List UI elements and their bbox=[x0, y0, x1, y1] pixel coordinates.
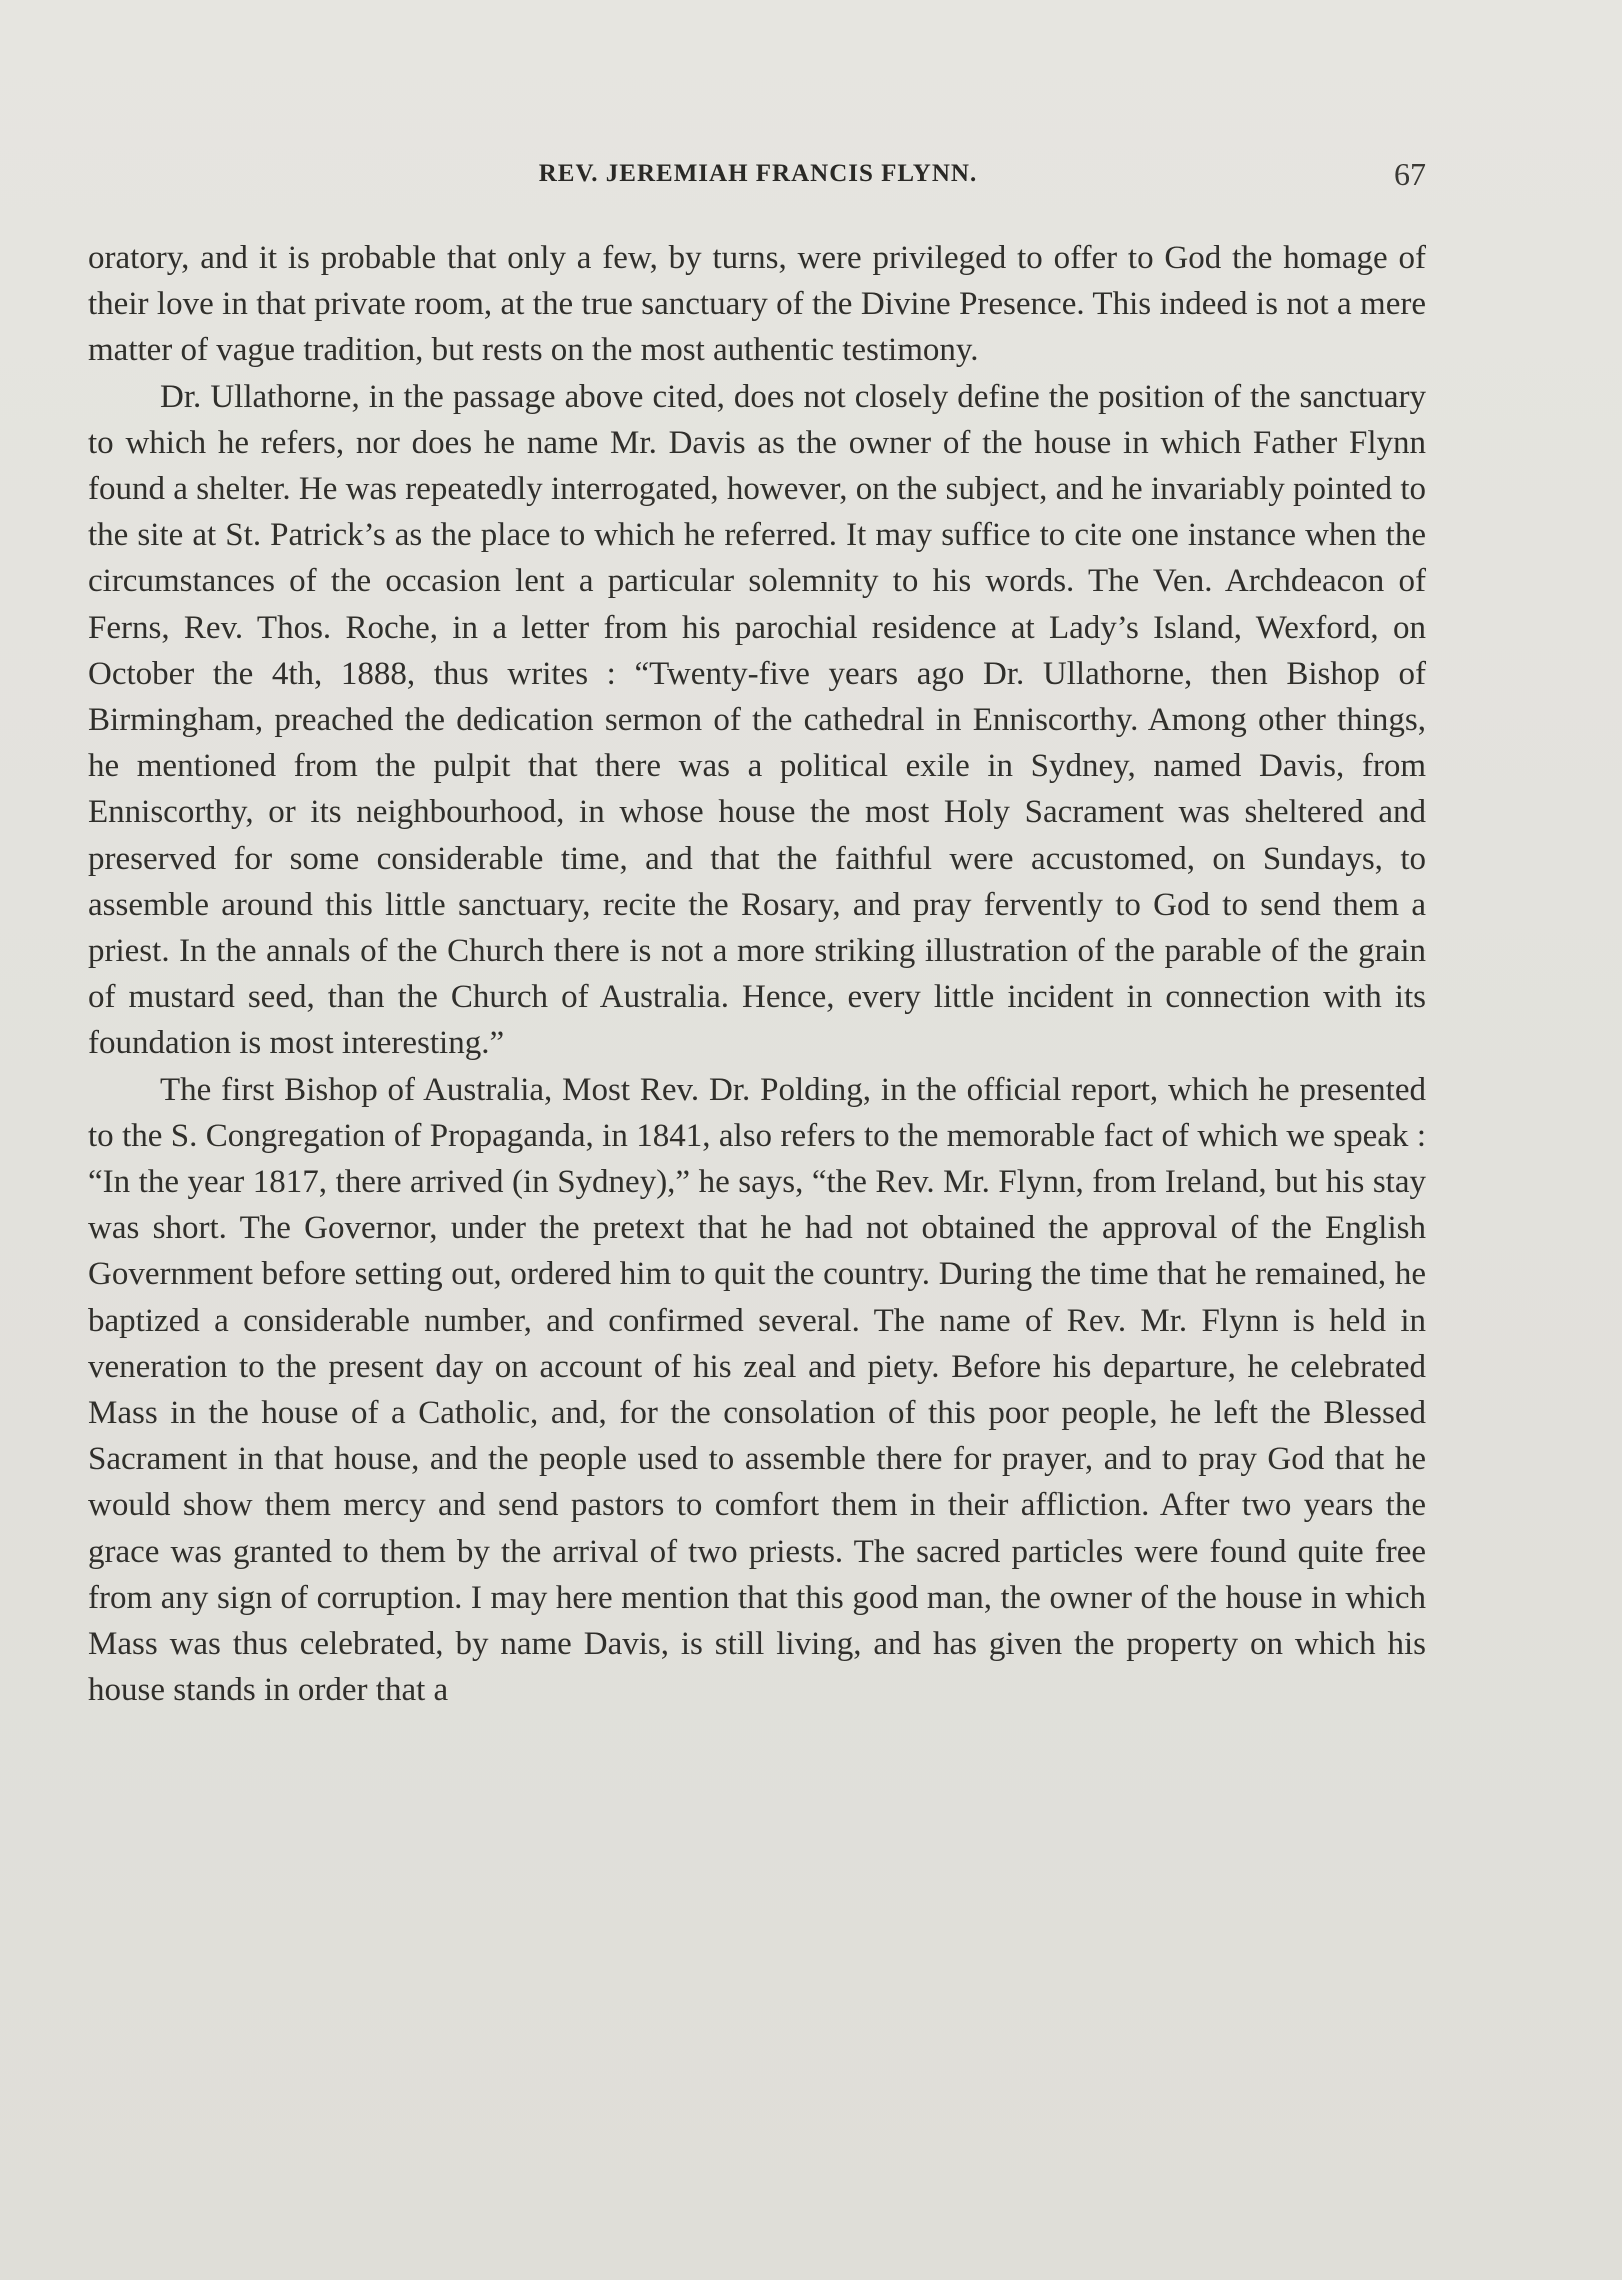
running-title: REV. JEREMIAH FRANCIS FLYNN. bbox=[538, 160, 978, 187]
paragraph-2: Dr. Ullathorne, in the passage above cited, does not closely define the position of the sanctuary to which he refers, nor does he name Mr. Davis as the owner of the house in which Father Flynn found a shelter. He was repeatedly interrogated, however, on the subject, and he invariably pointed to the site at St. Patrick’s as the place to which he referred. It may suffice to cite one instance when the circumstances of the occasion lent a particular solemnity to his words. The Ven. Archdeacon of Ferns, Rev. Thos. Roche, in a letter from his parochial residence at Lady’s Island, Wexford, on October the 4th, 1888, thus writes : “Twenty-five years ago Dr. Ullathorne, then Bishop of Birmingham, preached the dedication sermon of the cathedral in Enniscorthy. Among other things, he mentioned from the pulpit that there was a political exile in Sydney, named Davis, from Enniscorthy, or its neighbourhood, in whose house the most Holy Sacrament was sheltered and preserved for some considerable time, and that the faithful were accustomed, on Sundays, to assemble around this little sanctuary, recite the Rosary, and pray fervently to God to send them a priest. In the annals of the Church there is not a more striking illustration of the parable of the grain of mustard seed, than the Church of Australia. Hence, every little incident in connection with its foundation is most interesting.” bbox=[88, 378, 1426, 1062]
running-head bbox=[90, 156, 1426, 200]
paragraph-3: The first Bishop of Australia, Most Rev. Dr. Polding, in the official report, which he presented to the S. Congregation of Propaganda, in 1841, also refers to the memorable fact of which we speak : “In the year 1817, there arrived (in Sydney),” he says, “the Rev. Mr. Flynn, from Ireland, but his stay was short. The Governor, under the pretext that he had not obtained the approval of the English Government before setting out, ordered him to quit the country. During the time that he remained, he baptized a considerable number, and confirmed several. The name of Rev. Mr. Flynn is held in veneration to the present day on account of his zeal and piety. Before his departure, he celebrated Mass in the house of a Catholic, and, for the consolation of this poor people, he left the Blessed Sacrament in that house, and the people used to assemble there for prayer, and to pray God that he would show them mercy and send pastors to comfort them in their affliction. After two years the grace was granted to them by the arrival of two priests. The sacred particles were found quite free from any sign of corruption. I may here mention that this good man, the owner of the house in which Mass was thus celebrated, by name Davis, is still living, and has given the property on which his house stands in order that a bbox=[88, 1071, 1426, 1709]
body-text bbox=[88, 235, 1426, 1714]
paragraph-1: oratory, and it is probable that only a few, by turns, were privileged to offer to God the homage of their love in that private room, at the true sanctuary of the Divine Presence. This indeed is not a mere matter of vague tradition, but rests on the most authentic testimony. bbox=[88, 240, 1426, 369]
page-number: 67 bbox=[1394, 156, 1426, 192]
